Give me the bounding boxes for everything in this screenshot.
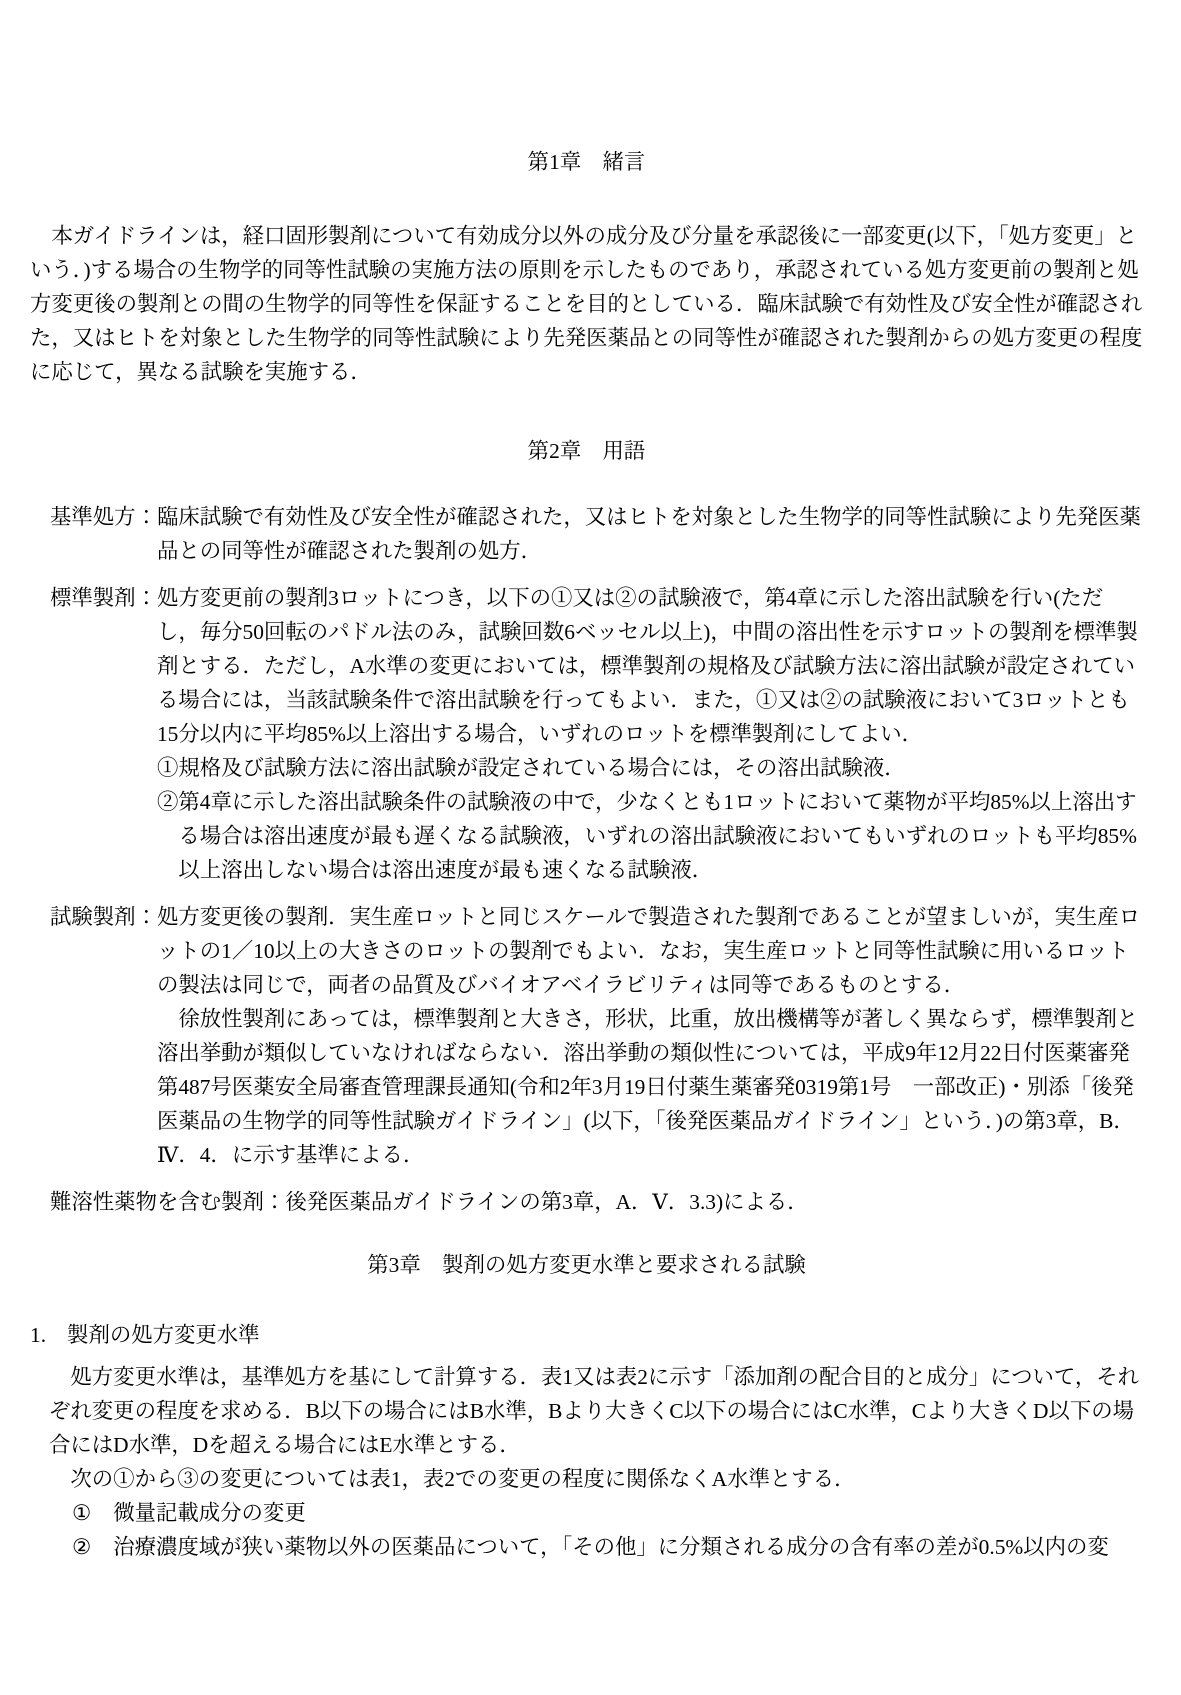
definition-body [157, 500, 1143, 568]
definition-body [285, 1185, 1143, 1219]
definition-term: 標準製剤： [50, 586, 157, 610]
chapter-2-heading: 第2章 用語 [527, 439, 646, 463]
circled-2-marker: ② [72, 1535, 92, 1559]
definition-subitem-1: ①規格及び試験方法に溶出試験が設定されている場合には，その溶出試験液． [156, 756, 906, 780]
definition-text: 後発医薬品ガイドラインの第3章，A．Ⅴ．3.3)による． [285, 1190, 809, 1214]
definition-shiken-seizai [30, 900, 1143, 1172]
circled-1-marker: ① [72, 1501, 92, 1525]
definition-body [157, 900, 1143, 1172]
definition-subitem-2: ②第4章に示した溶出試験条件の試験液の中で，少なくとも1ロットにおいて薬物が平均85%以上溶出する場合は溶出速度が最も遅くなる試験液，いずれの溶出試験液においてもいずれのロットも平均85%以上溶出しない場合は溶出速度が最も速くなる試験液． [156, 790, 1137, 882]
definition-kijun-shohou [30, 500, 1143, 568]
section-1-heading [30, 1318, 1143, 1352]
definition-nanyousei-yakubutsu [30, 1185, 1143, 1219]
section-1-title: 製剤の処方変更水準 [67, 1323, 260, 1347]
definition-term: 難溶性薬物を含む製剤： [50, 1190, 286, 1214]
definition-hyoujun-seizai [30, 581, 1143, 887]
definition-text: 処方変更後の製剤．実生産ロットと同じスケールで製造された製剤であることが望ましいが，実生産ロットの1／10以上の大きさのロットの製剤でもよい．なお，実生産ロットと同等性試験に用いるロットの製法は同じで，両者の品質及びバイオアベイラビリティは同等であるものとする． [156, 905, 1141, 997]
definition-text-continued: 徐放性製剤にあっては，標準製剤と大きさ，形状，比重，放出機構等が著しく異ならず，標準製剤と溶出挙動が類似していなければならない．溶出挙動の類似性については，平成9年12月22日付医薬審発第487号医薬安全局審査管理課長通知(令和2年3月19日付薬生薬審発0319第1号 一部改正)・別添「後発医薬品の生物学的同等性試験ガイドライン」(以下，「後発医薬品ガイドライン」という．)の第3章，B．Ⅳ．4．に示す基準による． [156, 1007, 1139, 1167]
chapter-1-paragraph: 本ガイドラインは，経口固形製剤について有効成分以外の成分及び分量を承認後に一部変更(以下，「処方変更」という．)する場合の生物学的同等性試験の実施方法の原則を示したものであり，承認されている処方変更前の製剤と処方変更後の製剤との間の生物学的同等性を保証することを目的としている．臨床試験で有効性及び安全性が確認された，又はヒトを対象とした生物学的同等性試験により先発医薬品との同等性が確認された製剤からの処方変更の程度に応じて，異なる試験を実施する． [30, 224, 1143, 384]
item-text: 治療濃度域が狭い薬物以外の医薬品について，「その他」に分類される成分の含有率の差が0.5%以内の変 [113, 1535, 1109, 1559]
definition-text: 臨床試験で有効性及び安全性が確認された，又はヒトを対象とした生物学的同等性試験により先発医薬品との同等性が確認された製剤の処方． [156, 505, 1141, 563]
section-1-number: 1. [30, 1323, 47, 1347]
chapter-3-heading: 第3章 製剤の処方変更水準と要求される試験 [367, 1253, 806, 1277]
item-text: 微量記載成分の変更 [113, 1501, 306, 1525]
section-1-paragraph-1: 処方変更水準は，基準処方を基にして計算する．表1又は表2に示す「添加剤の配合目的と成分」について，それぞれ変更の程度を求める．B以下の場合にはB水準，Bより大きくC以下の場合にはC水準，Cより大きくD以下の場合にはD水準，Dを超える場合にはE水準とする． [49, 1365, 1140, 1457]
section-1-item-1 [30, 1496, 1143, 1530]
definition-term: 試験製剤： [50, 905, 157, 929]
section-1-paragraph-2: 次の①から③の変更については表1，表2での変更の程度に関係なくA水準とする． [70, 1467, 856, 1491]
definition-text: 処方変更前の製剤3ロットにつき，以下の①又は②の試験液で，第4章に示した溶出試験を行い(ただし，毎分50回転のパドル法のみ，試験回数6ベッセル以上)，中間の溶出性を示すロットの製剤を標準製剤とする．ただし，A水準の変更においては，標準製剤の規格及び試験方法に溶出試験が設定されている場合には，当該試験条件で溶出試験を行ってもよい．また，①又は②の試験液において3ロットとも15分以内に平均85%以上溶出する場合，いずれのロットを標準製剤にしてよい． [156, 586, 1138, 746]
definition-body [157, 581, 1143, 887]
section-1-item-2 [30, 1530, 1143, 1564]
chapter-1-heading: 第1章 緒言 [527, 150, 646, 174]
definition-term: 基準処方： [50, 505, 157, 529]
